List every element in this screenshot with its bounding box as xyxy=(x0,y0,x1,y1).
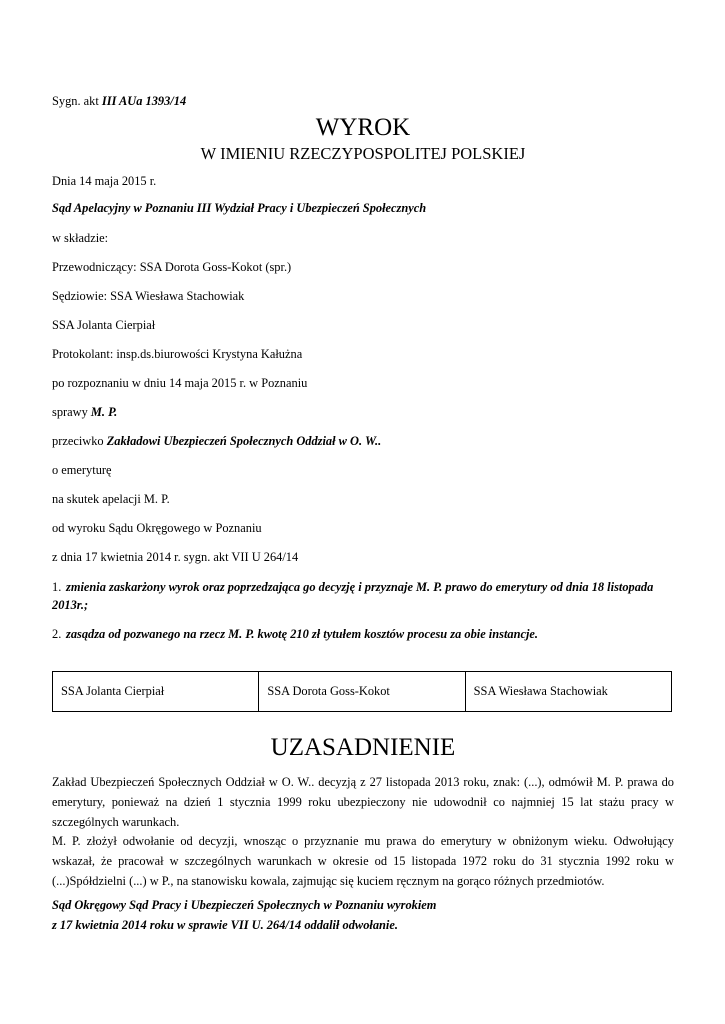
conclusion-line: z 17 kwietnia 2014 roku w sprawie VII U. 264/14 oddalił odwołanie. xyxy=(52,918,398,932)
court-name: Sąd Apelacyjny w Poznaniu III Wydział Pracy i Ubezpieczeń Społecznych xyxy=(52,201,427,215)
ruling-item xyxy=(52,625,674,643)
justification-heading: UZASADNIENIE xyxy=(270,734,456,761)
lower-court-info: od wyroku Sądu Okręgowego w Poznaniu xyxy=(52,521,262,535)
case-signature-number: III AUa 1393/14 xyxy=(101,94,187,108)
second-judge: SSA Jolanta Cierpiał xyxy=(52,318,156,332)
ruling-text: zmienia zaskarżony wyrok oraz poprzedzająca go decyzję i przyznaje M. P. prawo do emerytury od dnia 18 listopada 2013r.; xyxy=(52,580,654,612)
lower-court-judgment-date: z dnia 17 kwietnia 2014 r. sygn. akt VII U 264/14 xyxy=(52,550,299,564)
case-party-prefix: sprawy xyxy=(52,405,91,419)
opposing-party xyxy=(52,433,381,449)
signature-cell: SSA Dorota Goss-Kokot xyxy=(259,672,465,711)
signature-cell: SSA Wiesława Stachowiak xyxy=(473,684,608,698)
judgment-date: Dnia 14 maja 2015 r. xyxy=(52,174,157,188)
ruling-number: 1. xyxy=(52,580,62,594)
presiding-judge: Przewodniczący: SSA Dorota Goss-Kokot (spr.) xyxy=(52,260,292,274)
case-party xyxy=(52,404,117,420)
ruling-number: 2. xyxy=(52,627,62,641)
signatures-table xyxy=(52,671,672,712)
justification-paragraph: M. P. złożył odwołanie od decyzji, wnosząc o przyznanie mu prawa do emerytury w obniżonym wieku. Odwołujący wskazał, że pracował w szczególnych warunkach w okresie od 15 listopada 1972 roku do 31 stycznia 1992 roku w (...)Spółdzielni (...) w P., na stanowisku kowala, zajmując się kuciem ręcznym na gorąco różnych przedmiotów. xyxy=(52,834,674,888)
court-clerk: Protokolant: insp.ds.biurowości Krystyna Kałużna xyxy=(52,347,303,361)
document-title: WYROK xyxy=(315,114,411,141)
ruling-item xyxy=(52,578,674,614)
hearing-info: po rozpoznaniu w dniu 14 maja 2015 r. w Poznaniu xyxy=(52,376,308,390)
document-subtitle: W IMIENIU RZECZYPOSPOLITEJ POLSKIEJ xyxy=(200,144,526,163)
case-party-name: M. P. xyxy=(90,405,118,419)
judges-line: Sędziowie: SSA Wiesława Stachowiak xyxy=(52,289,245,303)
case-signature xyxy=(52,93,186,109)
case-signature-label: Sygn. akt xyxy=(52,94,102,108)
case-subject: o emeryturę xyxy=(52,463,112,477)
justification-conclusion xyxy=(52,895,674,935)
signature-cell: SSA Jolanta Cierpiał xyxy=(53,672,259,711)
conclusion-line: Sąd Okręgowy Sąd Pracy i Ubezpieczeń Społecznych w Poznaniu wyrokiem xyxy=(52,898,437,912)
ruling-text: zasądza od pozwanego na rzecz M. P. kwotę 210 zł tytułem kosztów procesu za obie instancje. xyxy=(66,627,539,641)
opposing-party-name: Zakładowi Ubezpieczeń Społecznych Oddział w O. W.. xyxy=(106,434,382,448)
appeal-info: na skutek apelacji M. P. xyxy=(52,492,170,506)
justification-paragraph: Zakład Ubezpieczeń Społecznych Oddział w O. W.. decyzją z 27 listopada 2013 roku, znak: (...), odmówił M. P. prawa do emerytury, ponieważ na dzień 1 stycznia 1999 roku ubezpieczony nie udowodnił co najmniej 15 lat stażu pracy w szczególnych warunkach. xyxy=(52,775,674,829)
composition-label: w składzie: xyxy=(52,231,109,245)
opposing-party-prefix: przeciwko xyxy=(52,434,107,448)
